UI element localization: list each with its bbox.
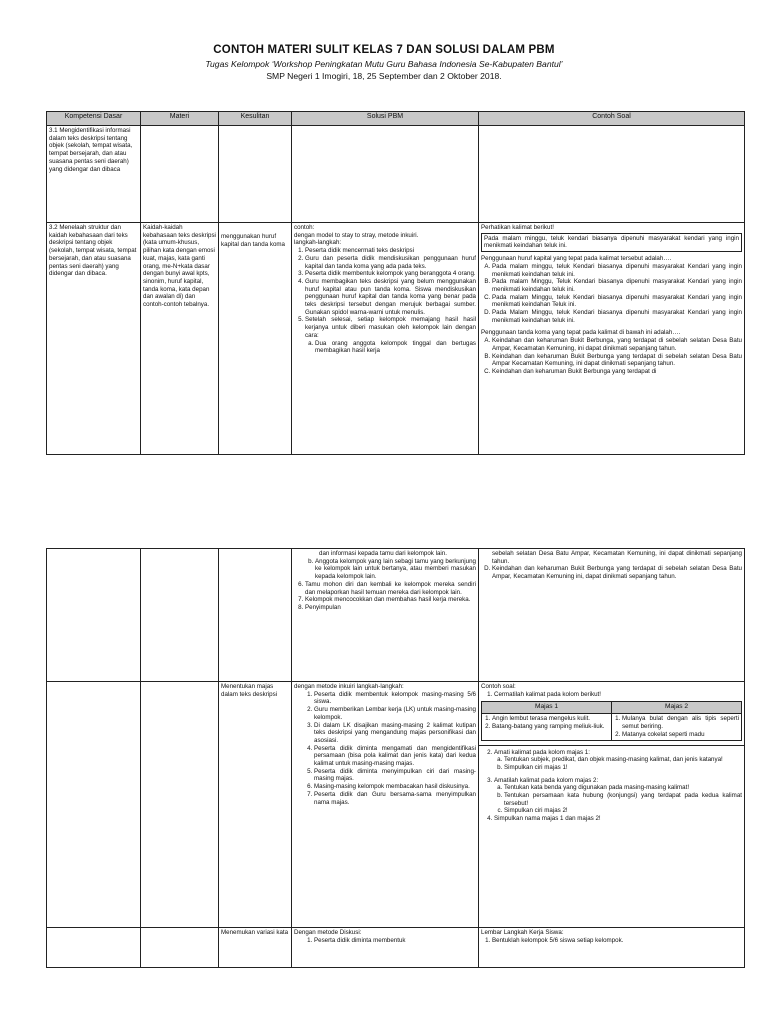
solusi-substeps: [305, 558, 476, 581]
solusi-cell: [292, 928, 479, 968]
list-item: sebelah selatan Desa Batu Ampar, Kecamatan Kemuning, ini dapat dinikmati sepanjang tahun.: [492, 550, 742, 565]
soal-cell: [479, 223, 745, 455]
majas-1-cell: [482, 714, 612, 740]
header-kompetensi-dasar: Kompetensi Dasar: [47, 112, 141, 126]
list-item: b. Tentukan persamaan kata hubung (konjungsi) yang terdapat pada kedua kalimat tersebut!: [504, 792, 742, 807]
soal-question: Penggunaan huruf kapital yang tepat pada kalimat tersebut adalah….: [481, 255, 672, 263]
list-item: D. Keindahan dan keharuman Bukit Berbunga yang terdapat di sebelah selatan Desa Batu Ampar, Kecamatan Kemuning ini, dapat dinikmati sepanjang tahun.: [492, 565, 742, 580]
materi-table-page1: [46, 111, 745, 455]
list-item: 1. Peserta didik mencermati teks deskripsi: [305, 247, 476, 255]
list-item: 1. Mulanya bulat dengan alis tipis seperti semut beriring.: [622, 715, 739, 730]
list-item: A. Keindahan dan keharuman Bukit Berbunga, yang terdapat di sebelah selatan Desa Batu Ampar, Kecamatan Kemuning, ini dapat dinikmati sepanjang tahun.: [492, 337, 742, 352]
solusi-steps: [294, 937, 476, 945]
majas-2-list: [614, 715, 739, 738]
materi-cell: [141, 126, 219, 223]
materi-table-page2: [46, 548, 745, 968]
list-item: B. Keindahan dan keharuman Bukit Berbunga yang terdapat di sebelah selatan Desa Batu Ampar Kecamatan Kemuning, ini dapat dinikmati sepanjang tahun.: [492, 353, 742, 368]
kd-cell: [47, 682, 141, 928]
list-item: a. Tentukan subjek, predikat, dan objek masing-masing kalimat, dan jenis katanya!: [504, 756, 742, 764]
majas-table: [481, 701, 742, 740]
soal-options: [481, 337, 742, 376]
list-item: 5. Peserta didik diminta menyimpulkan ciri dari masing-masing majas.: [314, 768, 476, 783]
solusi-intro: contoh:: [294, 224, 315, 231]
solusi-intro: dengan model to stay to stray, metode inkuiri.: [294, 231, 419, 239]
list-item: 2. Guru dan peserta didik mendiskusikan penggunaan huruf kapital dan tanda koma yang ada pada teks.: [305, 255, 476, 270]
list-item: 4. Simpulkan nama majas 1 dan majas 2!: [494, 815, 742, 823]
list-item: A. Pada malam minggu, teluk Kendari biasanya dipenuhi masyarakat Kendari yang ingin menikmati keindahan teluk ini.: [492, 263, 742, 278]
list-item: C. Pada malam Minggu, teluk Kendari biasanya dipenuhi masyarakat Kendari yang ingin menikmati keindahan Teluk ini.: [492, 294, 742, 309]
list-item: 2. Matanya cokelat seperti madu: [622, 731, 739, 739]
soal-cell: [479, 126, 745, 223]
majas-1-list: [484, 715, 609, 730]
header-contoh-soal: Contoh Soal: [479, 112, 745, 126]
kesulitan-cell: menggunakan huruf kapital dan tanda koma: [219, 223, 292, 455]
document-title: CONTOH MATERI SULIT KELAS 7 DAN SOLUSI DALAM PBM: [213, 44, 555, 56]
list-item: [305, 550, 476, 581]
solusi-intro: langkah-langkah:: [294, 239, 342, 247]
materi-cell: [141, 682, 219, 928]
list-item: 6. Masing-masing kelompok membacakan hasil diskusinya.: [314, 783, 476, 791]
solusi-steps: [294, 247, 476, 355]
list-item: D. Pada Malam Minggu, teluk Kendari biasanya dipenuhi masyarakat Kendari yang ingin menikmati keindahan teluk ini.: [492, 309, 742, 324]
header-solusi-pbm: Solusi PBM: [292, 112, 479, 126]
question-substeps: [494, 784, 742, 815]
solusi-steps: [294, 550, 476, 581]
solusi-substeps: [305, 550, 476, 558]
list-item: 7. Kelompok mencocokkan dan membahas hasil kerja mereka.: [305, 596, 476, 604]
materi-cell: Kaidah-kaidah kebahasaan teks deskripsi (kata umum-khusus, pilihan kata dengan emosi kuat, majas, kata ganti orang, me-N+kata dasar dengan bunyi awal kpts, sinonim, huruf kapital, tanda koma, kata depan dan awalan di) dan contoh-contoh tebalnya.: [141, 223, 219, 455]
soal-intro: Contoh soal:: [481, 683, 516, 690]
list-item: [305, 316, 476, 355]
header-kesulitan: Kesulitan: [219, 112, 292, 126]
soal-questions: [481, 749, 742, 823]
list-item: 1. Peserta didik membentuk kelompok masing-masing 5/6 siswa.: [314, 691, 476, 706]
list-item: B. Pada malam Minggu, Teluk Kendari biasanya dipenuhi masyarakat Kendari yang ingin menikmati keindahan teluk ini.: [492, 278, 742, 293]
list-item: C. Keindahan dan keharuman Bukit Berbunga yang terdapat di: [492, 368, 742, 376]
list-item: [494, 777, 742, 816]
list-item: 6. Tamu mohon diri dan kembali ke kelompok mereka sendiri dan melaporkan hasil temuan mereka dari kelompok lain.: [305, 581, 476, 596]
majas-table-header: [482, 702, 742, 714]
soal-question: Penggunaan tanda koma yang tepat pada kalimat di bawah ini adalah….: [481, 329, 681, 337]
list-item: 4. Guru membagikan teks deskripsi yang belum menggunakan huruf kapital atau pun tanda koma. Siswa mendiskusikan penggunaan huruf kapital dan tanda koma yang benar pada teks deskripsi tersebut dengan merujuk berbagai sumber. Gunakan spidol warna-warni untuk menulis.: [305, 278, 476, 317]
kesulitan-cell: Menemukan variasi kata: [219, 928, 292, 968]
soal-options: [481, 263, 742, 325]
soal-cell: [479, 928, 745, 968]
solusi-intro: Dengan metode Diskusi:: [294, 929, 362, 936]
list-item: 1. Cermatilah kalimat pada kolom berikut!: [494, 691, 742, 699]
kd-cell: 3.1 Mengidentifikasi informasi dalam teks deskripsi tentang objek (sekolah, tempat wisata, tempat bersejarah, dan atau suasana pentas seni daerah) yang didengar dan dibaca: [47, 126, 141, 223]
list-item: 4. Peserta didik diminta mengamati dan mengidentifikasi persamaan (bisa pola kalimat dan jenis kata) dari kedua kalimat untuk masing-masing majas.: [314, 745, 476, 768]
question-text: Amati kalimat pada kolom majas 1:: [494, 748, 590, 756]
solusi-cell: [292, 682, 479, 928]
table-row: [482, 714, 742, 740]
list-item: 2. Batang-batang yang ramping meliuk-liuk.: [492, 723, 609, 731]
kd-cell: [47, 549, 141, 682]
step-text: Setelah selesai, setiap kelompok memajang hasil hasil kerjanya untuk diberi masukan oleh kelompok lain dengan cara:: [305, 316, 476, 339]
table-header-row: [47, 112, 745, 126]
list-item: b. Anggota kelompok yang lain sebagi tamu yang berkunjung ke kelompok lain untuk bertanya, atau memberi masukan kepada kelompok lain.: [315, 558, 476, 581]
solusi-steps: [294, 691, 476, 807]
solusi-cell: [292, 223, 479, 455]
table-row: [47, 928, 745, 968]
question-substeps: [494, 756, 742, 771]
list-item: 3. Peserta didik membentuk kelompok yang beranggota 4 orang.: [305, 270, 476, 278]
list-item: 7. Peserta didik dan Guru bersama-sama menyimpulkan nama majas.: [314, 791, 476, 806]
document-venue: SMP Negeri 1 Imogiri, 18, 25 September dan 2 Oktober 2018.: [266, 71, 502, 81]
kd-cell: [47, 928, 141, 968]
solusi-intro: dengan metode inkuiri langkah-langkah:: [294, 683, 404, 690]
kesulitan-cell: [219, 126, 292, 223]
header-majas-2: Majas 2: [612, 702, 742, 714]
soal-intro: Perhatikan kalimat berikut!: [481, 224, 554, 231]
kesulitan-cell: Menentukan majas dalam teks deskripsi: [219, 682, 292, 928]
materi-cell: [141, 549, 219, 682]
solusi-cell: [292, 126, 479, 223]
table-row: [47, 223, 745, 455]
soal-cell: [479, 549, 745, 682]
kesulitan-cell: [219, 549, 292, 682]
list-item: dan informasi kepada tamu dari kelompok lain.: [319, 550, 447, 557]
question-text: Amatilah kalimat pada kolom majas 2:: [494, 776, 599, 784]
solusi-steps: [294, 581, 476, 612]
document-subtitle: Tugas Kelompok ‘Workshop Peningkatan Mutu Guru Bahasa Indonesia Se-Kabupaten Bantul’: [205, 59, 563, 69]
soal-intro: Lembar Langkah Kerja Siswa:: [481, 929, 564, 936]
soal-options: [481, 565, 742, 580]
list-item: 3. Di dalam LK disajikan masing-masing 2 kalimat kutipan teks deskripsi yang mengandung majas personifikasi dan asosiasi.: [314, 722, 476, 745]
majas-2-cell: [612, 714, 742, 740]
table-row: [47, 682, 745, 928]
soal-cell: [479, 682, 745, 928]
list-item: a. Tentukan kata benda yang digunakan pada masing-masing kalimat!: [504, 784, 742, 792]
solusi-substeps: [305, 340, 476, 355]
soal-options: [481, 550, 742, 565]
soal-questions: [481, 691, 742, 699]
soal-quote-box: Pada malam minggu, teluk kendari biasanya dipenuhi masyarakat kendari yang ingin menikmati keindahan teluk ini.: [481, 233, 742, 252]
materi-cell: [141, 928, 219, 968]
header-materi: Materi: [141, 112, 219, 126]
solusi-cell: [292, 549, 479, 682]
table-row: [47, 126, 745, 223]
list-item: 2. Guru memberikan Lembar kerja (LK) untuk masing-masing kelompok.: [314, 706, 476, 721]
list-item: [494, 749, 742, 772]
list-item: 1. Angin lembut terasa mengelus kulit.: [492, 715, 609, 723]
soal-steps: [481, 937, 742, 945]
list-item: 1. Bentuklah kelompok 5/6 siswa setiap kelompok.: [492, 937, 742, 945]
list-item: b. Simpulkan ciri majas 1!: [504, 764, 742, 772]
header-majas-1: Majas 1: [482, 702, 612, 714]
table-row: [47, 549, 745, 682]
list-item: a. Dua orang anggota kelompok tinggal dan bertugas membagikan hasil kerja: [315, 340, 476, 355]
list-item: 8. Penyimpulan: [305, 604, 476, 612]
list-item: c. Simpulkan ciri majas 2!: [504, 807, 742, 815]
kd-cell: 3.2 Menelaah struktur dan kaidah kebahasaan dari teks deskripsi tentang objek (sekolah, tempat wisata, tempat bersejarah, dan atau suasana pentas seni daerah) yang didengar dan dibaca.: [47, 223, 141, 455]
list-item: 1. Peserta didik diminta membentuk: [314, 937, 476, 945]
document-header: [0, 44, 768, 81]
